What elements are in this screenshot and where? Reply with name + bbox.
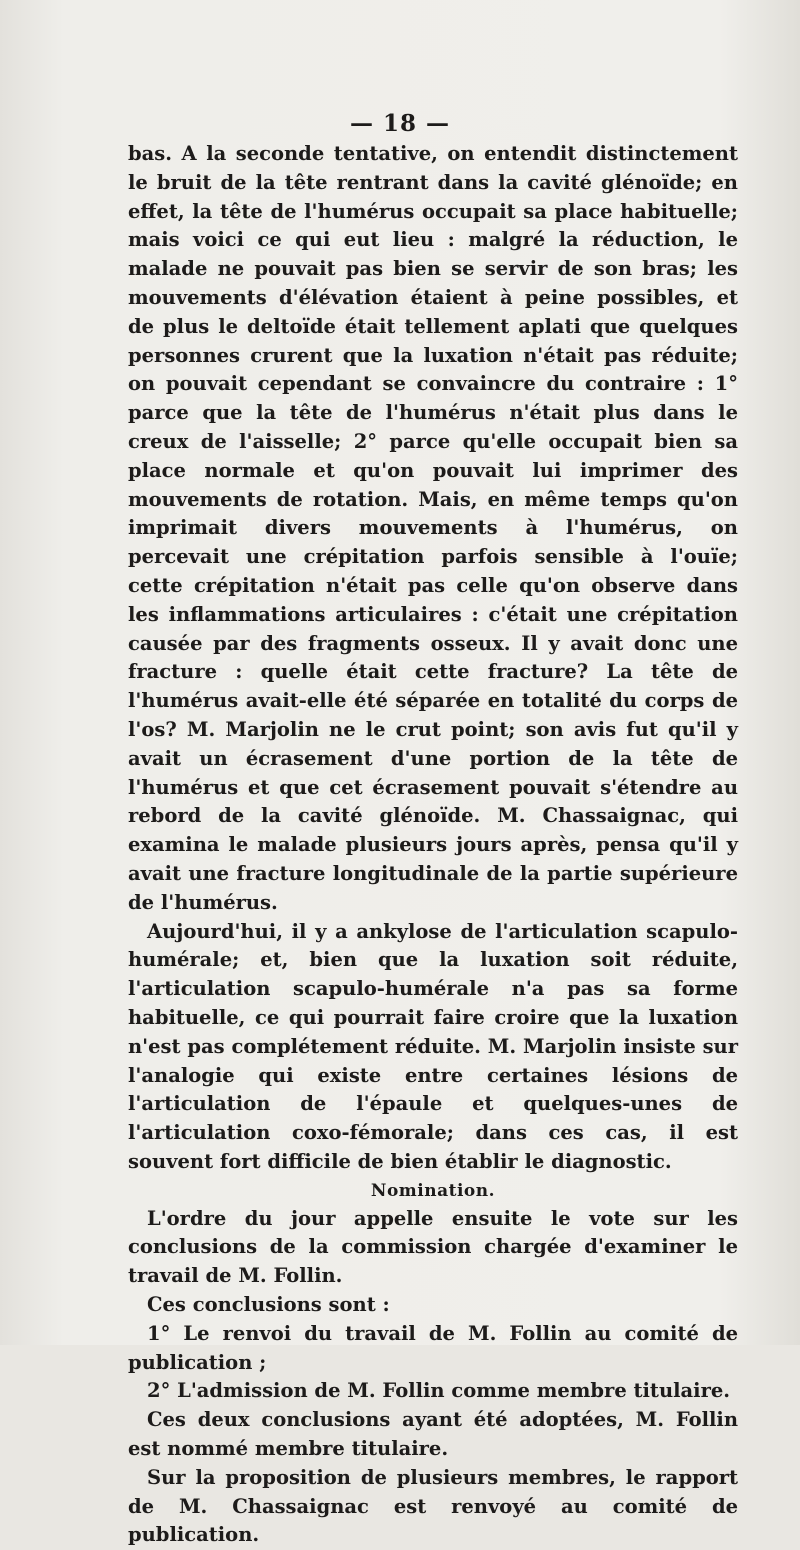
- conclusion-item-1: 1° Le renvoi du travail de M. Follin au comité de publication ;: [128, 1321, 738, 1374]
- paragraph-ankylosis: Aujourd'hui, il y a ankylose de l'articulation scapulo-humérale; et, bien que la luxation soit réduite, l'articulation scapulo-humérale n'a pas sa forme habituelle, ce qui pourrait faire croire que la luxation n'est pas complétement réduite. M. Marjolin insiste sur l'analogie qui existe entre certaines lésions de l'articulation de l'épaule et quelques-unes de l'articulation coxo-fémorale; dans ces cas, il est souvent fort difficile de bien établir le diagnostic.: [128, 919, 738, 1173]
- main-text: [128, 140, 738, 1550]
- paragraph-case-description: bas. A la seconde tentative, on entendit distinctement le bruit de la tête rentrant dans la cavité glénoïde; en effet, la tête de l'humérus occupait sa place habituelle; mais voici ce qui eut lieu : malgré la réduction, le malade ne pouvait pas bien se servir de son bras; les mouvements d'élévation étaient à peine possibles, et de plus le deltoïde était tellement aplati que quelques personnes crurent que la luxation n'était pas réduite; on pouvait cependant se convaincre du contraire : 1° parce que la tête de l'humérus n'était plus dans le creux de l'aisselle; 2° parce qu'elle occupait bien sa place normale et qu'on pouvait lui imprimer des mouvements de rotation. Mais, en même temps qu'on imprimait divers mouvements à l'humérus, on percevait une crépitation parfois sensible à l'ouïe; cette crépitation n'était pas celle qu'on observe dans les inflammations articulaires : c'était une crépitation causée par des fragments osseux. Il y avait donc une fracture : quelle était cette fracture? La tête de l'humérus avait-elle été séparée en totalité du corps de l'os? M. Marjolin ne le crut point; son avis fut qu'il y avait un écrasement d'une portion de la tête de l'humérus et que cet écrasement pouvait s'étendre au rebord de la cavité glénoïde. M. Chassaignac, qui examina le malade plusieurs jours après, pensa qu'il y avait une fracture longitudinale de la partie supérieure de l'humérus.: [128, 142, 738, 914]
- section-heading-nomination: Nomination.: [370, 1180, 496, 1201]
- conclusion-item-2: 2° L'admission de M. Follin comme membre titulaire.: [147, 1379, 731, 1403]
- paragraph-order-of-day: L'ordre du jour appelle ensuite le vote sur les conclusions de la commission chargée d'examiner le travail de M. Follin.: [128, 1206, 738, 1288]
- paragraph-adoption: Ces deux conclusions ayant été adoptées, M. Follin est nommé membre titulaire.: [128, 1408, 738, 1461]
- paragraph-report-referral: Sur la proposition de plusieurs membres, le rapport de M. Chassaignac est renvoyé au comité de publication.: [128, 1465, 738, 1547]
- paragraph-conclusions-intro: Ces conclusions sont :: [147, 1293, 390, 1317]
- page-number: — 18 —: [349, 110, 451, 137]
